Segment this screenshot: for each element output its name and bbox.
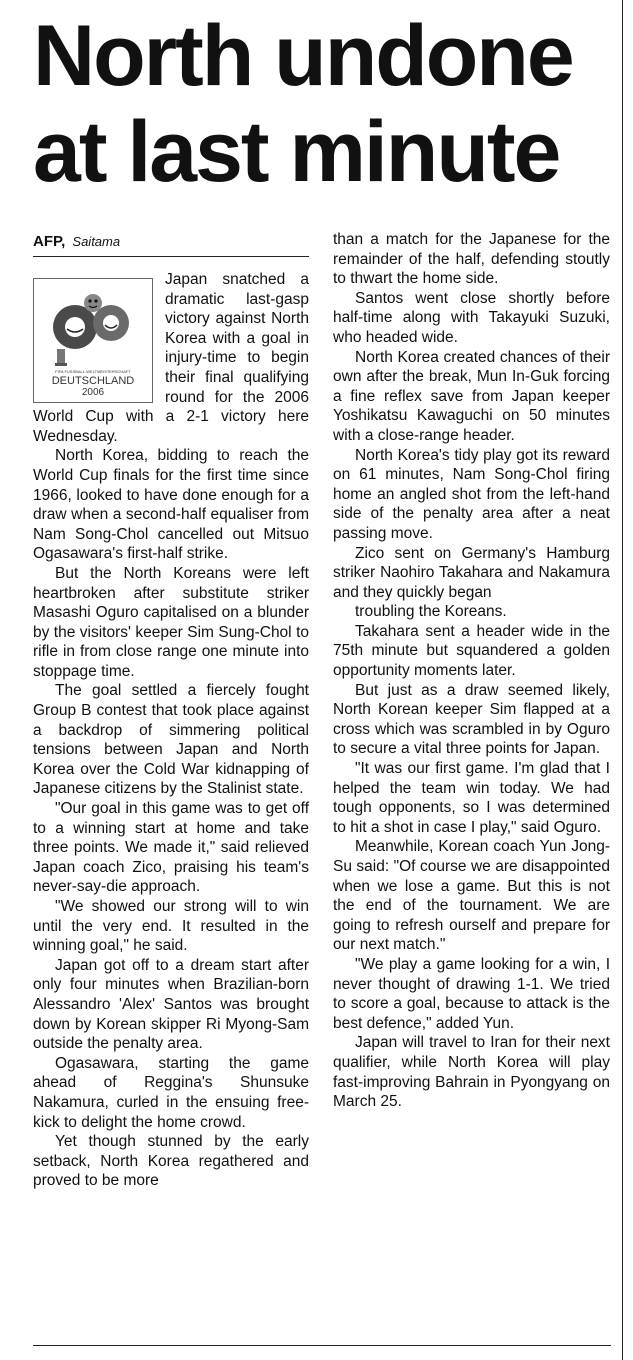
paragraph: Yet though stunned by the early setback, North Korea regathered and proved to be more (33, 1133, 309, 1190)
paragraph: But just as a draw seemed likely, North Korean keeper Sim flapped at a cross which was scrambled in by Oguro to secure a vital three points for Japan. (333, 681, 610, 758)
byline-rule (33, 256, 309, 257)
paragraph: North Korea's tidy play got its reward on 61 minutes, Nam Song-Chol firing home an angled shot from the left-hand side of the penalty area after a neat passing move. (333, 446, 610, 542)
paragraph: Japan got off to a dream start after only four minutes when Brazilian-born Alessandro 'Alex' Santos was brought down by Korean skipper Ri Myong-Sam outside the penalty area. (33, 956, 309, 1053)
paragraph: Zico sent on Germany's Hamburg striker Naohiro Takahara and Nakamura and they quickly began (333, 544, 610, 601)
byline-place: Saitama (72, 234, 121, 249)
headline (33, 8, 623, 200)
paragraph: But the North Koreans were left heartbroken after substitute striker Masashi Oguro capitalised on a blunder by the visitors' keeper Sim Sung-Chol to rifle in from close range one minute into stoppage time. (33, 564, 309, 680)
logo-small-text: FIFA FUSSBALL-WELTMEISTERSCHAFT (55, 368, 131, 374)
article-column-1 (33, 270, 309, 1191)
paragraph: Santos went close shortly before half-time along with Takayuki Suzuki, who headed wide. (333, 289, 610, 346)
bottom-rule (33, 1345, 611, 1346)
byline (33, 233, 309, 250)
paragraph: The goal settled a fiercely fought Group B contest that took place against a backdrop of simmering political tensions between Japan and North Korea over the Cold War kidnapping of Japanese citizens by the Stalinist state. (33, 682, 309, 798)
logo-country: DEUTSCHLAND (51, 374, 135, 387)
paragraph: troubling the Koreans. (355, 603, 507, 621)
paragraph: North Korea, bidding to reach the World Cup finals for the first time since 1966, looked to have done enough for a draw when a second-half equaliser from Nam Song-Chol cancelled out Mitsuo Ogasawara's first-half strike. (33, 447, 309, 563)
paragraph: Takahara sent a header wide in the 75th minute but squandered a golden opportunity moments later. (333, 622, 610, 680)
paragraph: Japan will travel to Iran for their next qualifier, while North Korea will play fast-improving Bahrain in Pyongyang on March 25. (333, 1034, 610, 1111)
headline-line-1: North undone (33, 8, 573, 104)
headline-line-2: at last minute (33, 104, 560, 200)
byline-agency: AFP, (33, 233, 66, 250)
column-divider (622, 0, 623, 1360)
paragraph: Meanwhile, Korean coach Yun Jong-Su said: "Of course we are disappointed when we lose a game. But this is not the end of the tournament. We are going to refresh ourself and prepare for our next match." (333, 838, 610, 954)
paragraph: "We showed our strong will to win until the very end. It resulted in the winning goal," he said. (33, 898, 309, 955)
paragraph: "Our goal in this game was to get off to a winning start at home and take three points. We made it," said relieved Japan coach Zico, praising his team's never-say-die approach. (33, 800, 309, 896)
article-column-2 (333, 230, 610, 1112)
logo-year: 2006 (81, 386, 105, 398)
world-cup-emblem-icon (37, 283, 149, 399)
paragraph: North Korea created chances of their own after the break, Mun In-Guk forcing a fine reflex save from Japan keeper Yoshikatsu Kawaguchi on 50 minutes with a close-range header. (333, 348, 610, 444)
paragraph: than a match for the Japanese for the remainder of the half, defending stoutly to thwart the home side. (333, 231, 610, 288)
paragraph: Ogasawara, starting the game ahead of Reggina's Shunsuke Nakamura, curled in the ensuing free-kick to delight the home crowd. (33, 1054, 309, 1131)
paragraph: Japan snatched a dramatic last-gasp victory against North Korea with a goal in injury-time to begin their final qualifying round for the 2006 World Cup with a 2-1 victory here Wednesday. (33, 271, 309, 445)
paragraph: "It was our first game. I'm glad that I helped the team win today. We had tough opponents, so I was determined to hit a shot in case I play," said Oguro. (333, 760, 610, 836)
world-cup-logo (33, 278, 153, 403)
paragraph: "We play a game looking for a win, I never thought of drawing 1-1. We tried to score a goal, because to attack is the best defence," added Yun. (333, 955, 610, 1032)
